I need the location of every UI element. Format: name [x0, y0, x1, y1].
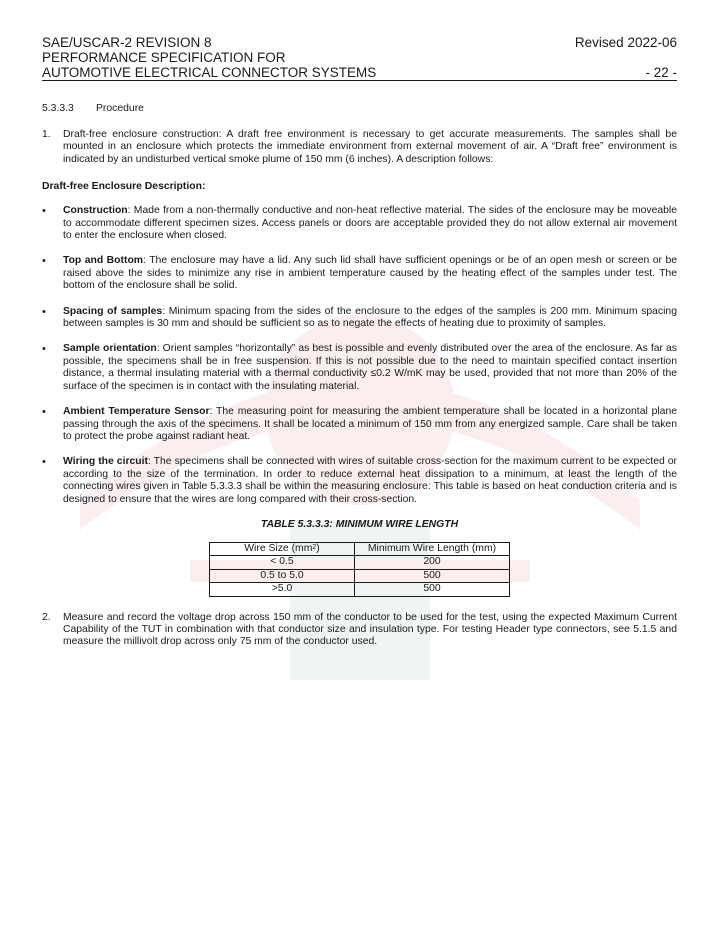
table-row: [210, 556, 510, 569]
bullet-term: Construction: [63, 205, 128, 217]
bullet-icon: •: [42, 305, 46, 318]
table-title: TABLE 5.3.3.3: MINIMUM WIRE LENGTH: [260, 518, 459, 530]
bullet-text: : Minimum spacing from the sides of the enclosure to the edges of the samples is 200 mm. Minimum spacing between samples is 30 mm and should be sufficient so as to negate the effects of heating due to proximity of samples.: [63, 305, 677, 330]
step-2-number: 2.: [42, 611, 51, 623]
cell-wire-size: >5.0: [210, 583, 355, 596]
bullet-icon: •: [42, 255, 46, 268]
bullet-top-bottom: [42, 255, 677, 292]
bullet-orientation: [42, 343, 677, 393]
bullet-term: Spacing of samples: [63, 305, 163, 317]
doc-id: SAE/USCAR-2 REVISION 8: [42, 35, 212, 50]
table-header-row: [210, 542, 510, 555]
page-number: - 22 -: [645, 65, 677, 80]
step-2-text: Measure and record the voltage drop across 150 mm of the conductor to be used for the test, using the expected Maximum Current Capability of the TUT in combination with that conductor size and insulation type. For testing Header type connectors, see 5.1.5 and measure the millivolt drop across only 75 mm of the conductor used.: [63, 611, 677, 648]
bullet-term: Top and Bottom: [63, 255, 144, 267]
col-header-min-length: Minimum Wire Length (mm): [355, 542, 510, 555]
col-header-wire-size: Wire Size $(mm^2)$: [210, 542, 355, 555]
bullet-term: Sample orientation: [63, 343, 157, 355]
section-heading: [42, 103, 677, 114]
table-row: [210, 569, 510, 582]
page-header: [42, 0, 677, 81]
cell-min-length: 200: [355, 556, 510, 569]
step-1: [42, 129, 677, 166]
bullet-term: Wiring the circuit: [63, 456, 148, 468]
bullet-text: : The measuring point for measuring the ambient temperature shall be located in a horizontal plane passing through the axis of the specimens. It shall be located a minimum of 150 mm from any energized sample. Care shall be taken to protect the probe against radiant heat.: [63, 406, 677, 442]
doc-title-line1: PERFORMANCE SPECIFICATION FOR: [42, 50, 286, 65]
cell-wire-size: < 0.5: [210, 556, 355, 569]
step-2: [42, 612, 677, 649]
step-1-number: 1.: [42, 129, 51, 140]
revised-date: Revised 2022-06: [574, 35, 677, 50]
bullet-icon: •: [42, 406, 46, 419]
cell-min-length: 500: [355, 569, 510, 582]
cell-min-length: 500: [355, 583, 510, 596]
bullet-text: : The specimens shall be connected with wires of suitable cross-section for the maximum current to be expected or according to the size of the termination. In order to reduce external heat dissipation to a minimum, at least the length of the connecting wires given in Table 5.3.3.3 shall be within the measuring enclosure: This table is based on heat conduction criteria and is designed to ensure that the wires are long compared with their cross-section.: [63, 456, 677, 505]
bullet-text: : Made from a non-thermally conductive and non-heat reflective material. The sides of the enclosure may be moveable to accommodate different specimen sizes. Access panels or doors are acceptable provided they do not allow external air movement to enter the enclosure when closed.: [63, 205, 677, 242]
bullet-sensor: [42, 406, 677, 443]
table-row: [210, 583, 510, 596]
section-number: 5.3.3.3: [42, 103, 74, 114]
step-1-text: Draft-free enclosure construction: A draft free environment is necessary to get accurate measurements. The samples shall be mounted in an enclosure which protects the immediate environment from external movement of air. A “Draft free” environment is indicated by an undisturbed vertical smoke plume of 150 mm (6 inches). A description follows:: [63, 129, 677, 165]
bullet-term: Ambient Temperature Sensor: [63, 406, 210, 418]
bullet-icon: •: [42, 343, 46, 356]
enclosure-subheading: Draft-free Enclosure Description:: [42, 181, 206, 193]
cell-wire-size: 0.5 to 5.0: [210, 569, 355, 582]
bullet-text: : The enclosure may have a lid. Any such lid shall have sufficient openings or be of an open mesh or screen or be raised above the sides to minimize any rise in ambient temperature caused by the heating effect of the samples under test. The bottom of the enclosure shall be solid.: [63, 255, 677, 292]
bullet-text: : Orient samples “horizontally” as best is possible and evenly distributed over the area of the enclosure. As far as possible, the specimens shall be in free suspension. If this is not possible due to the need to maintain specified contact insertion distance, a thermal insulating material with a thermal conductivity ≤0.2 W/mK may be used, provided that not more than 20% of the surface of the specimen is in contact with the insulating material.: [63, 343, 677, 392]
bullet-spacing: [42, 306, 677, 331]
bullet-wiring: [42, 456, 677, 506]
section-title: Procedure: [96, 103, 144, 114]
bullet-icon: •: [42, 205, 46, 218]
bullet-construction: [42, 205, 677, 242]
doc-title-line2: AUTOMOTIVE ELECTRICAL CONNECTOR SYSTEMS: [42, 65, 377, 80]
wire-length-table: [209, 542, 510, 597]
bullet-icon: •: [42, 456, 46, 469]
